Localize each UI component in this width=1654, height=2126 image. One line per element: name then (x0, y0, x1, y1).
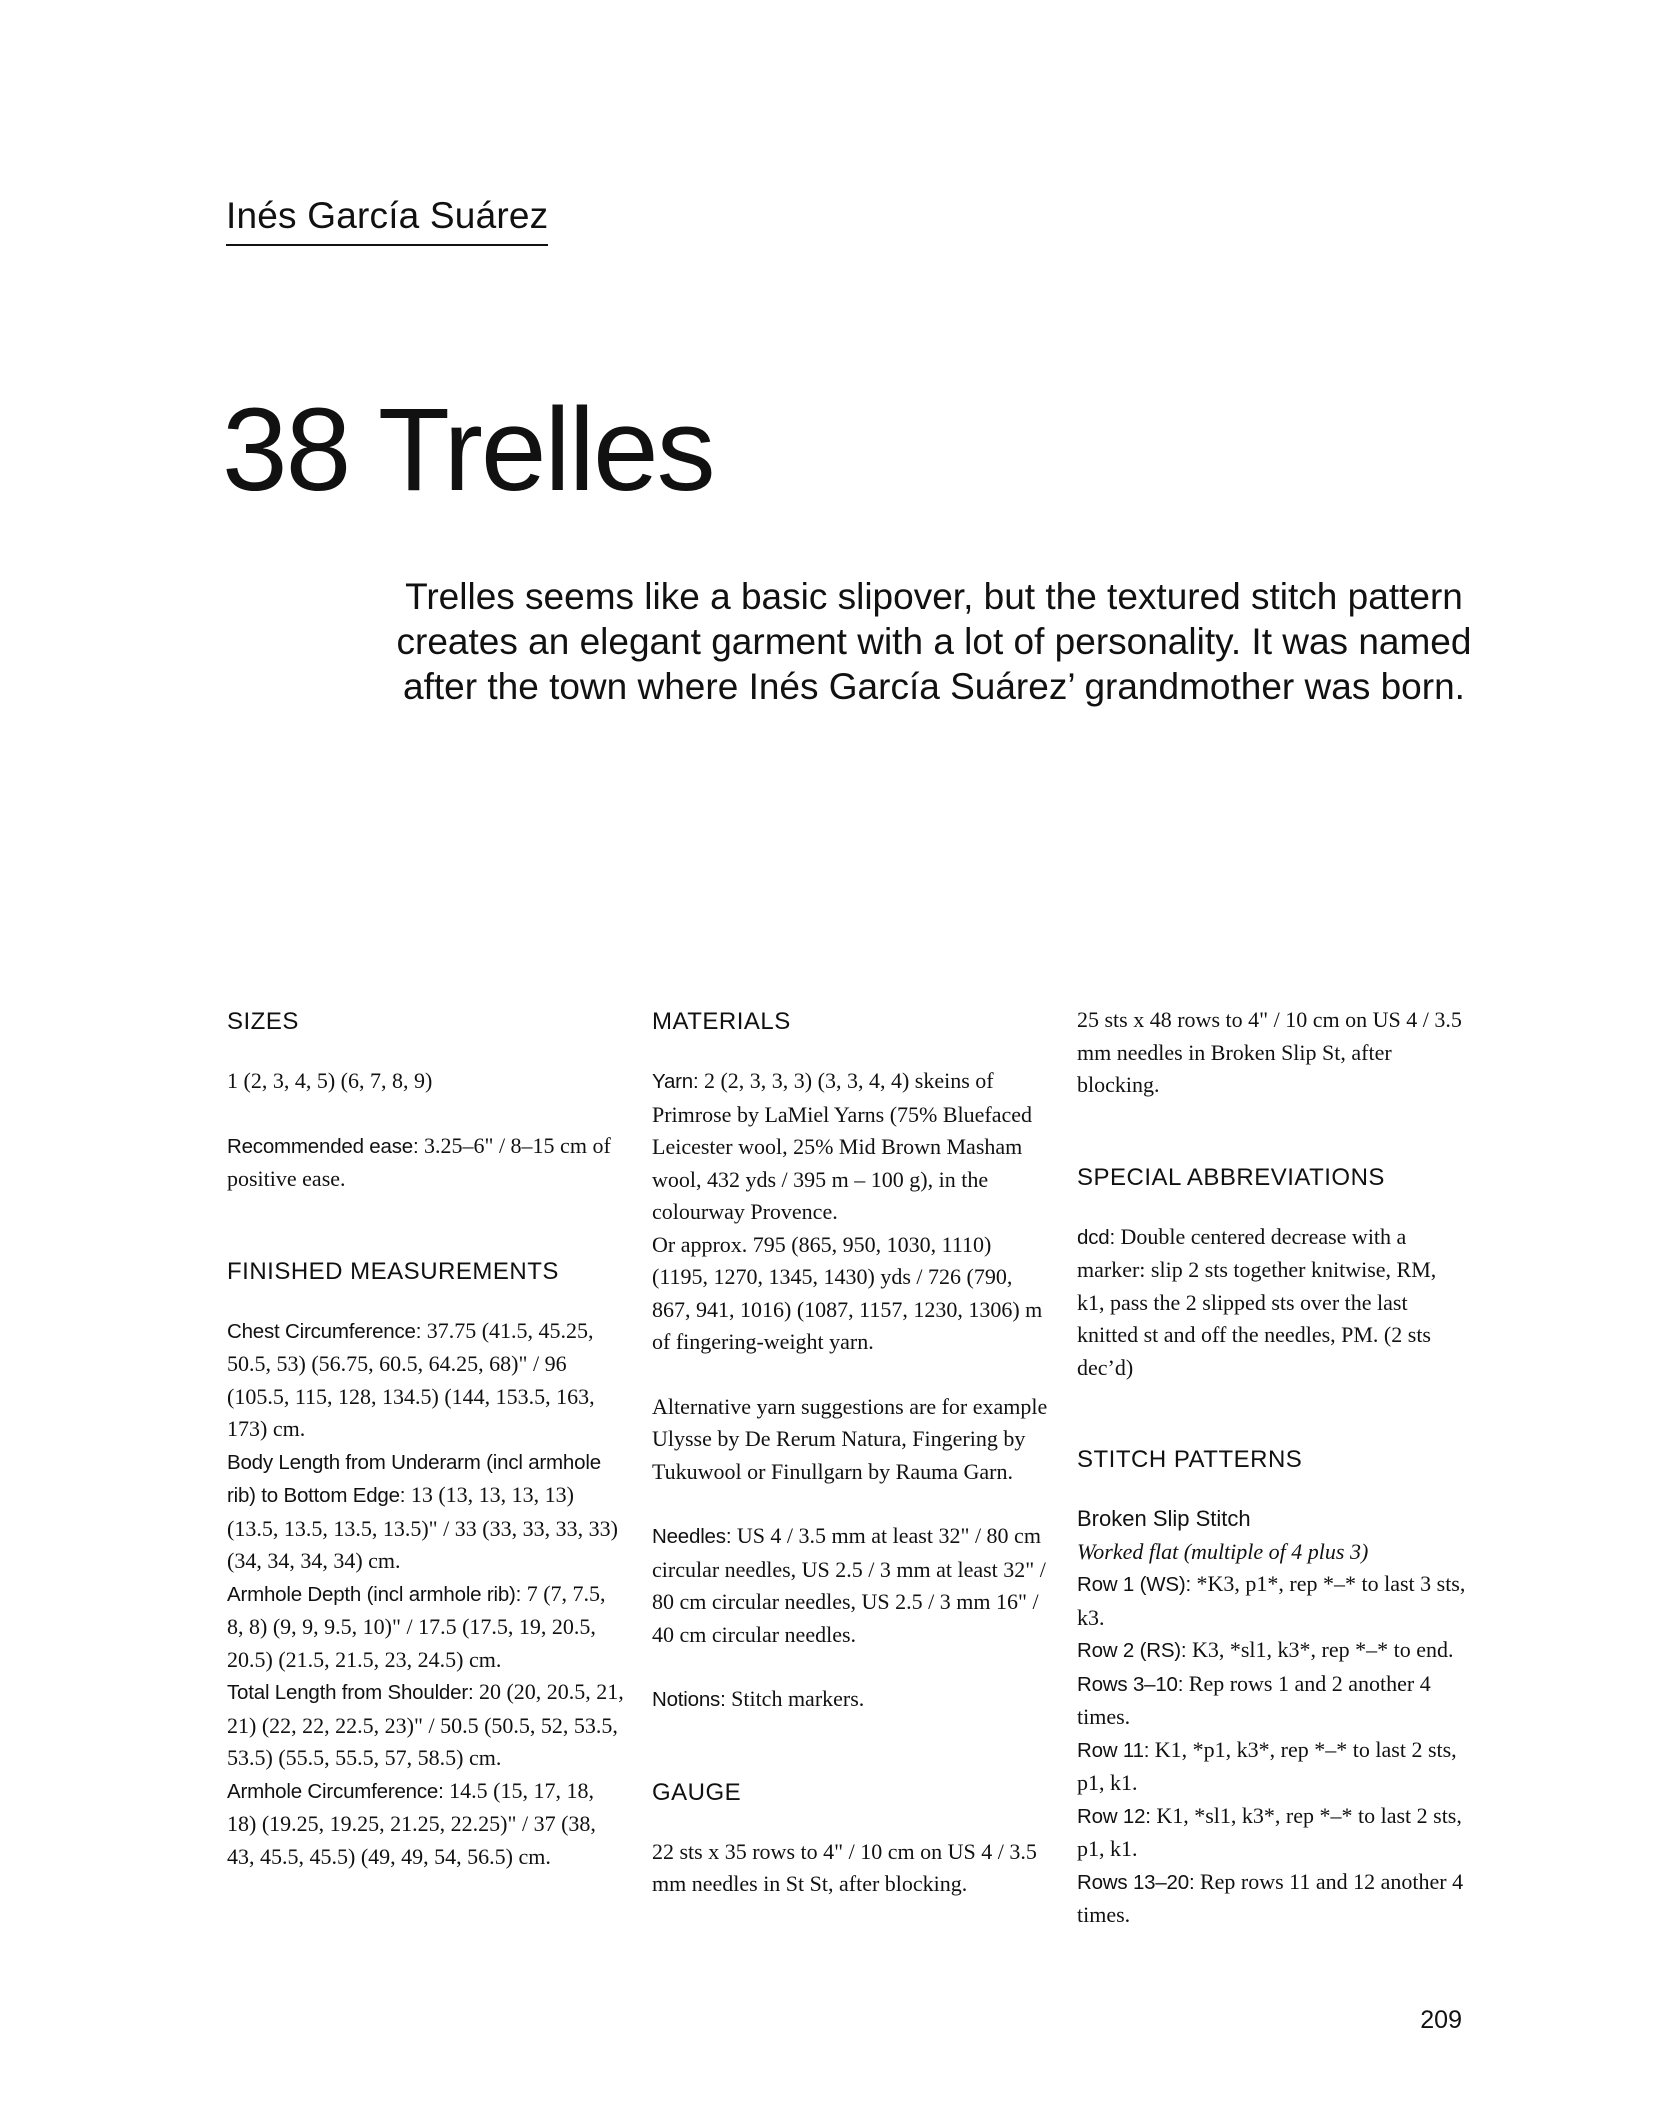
measurement-item (227, 1578, 625, 1677)
notions-text: Stitch markers. (731, 1686, 865, 1711)
measurement-item (227, 1676, 625, 1775)
materials-heading: MATERIALS (652, 1008, 791, 1035)
notions-label: Notions: (652, 1688, 726, 1711)
stitch-row (1077, 1866, 1469, 1932)
abbreviation-label: dcd: (1077, 1225, 1115, 1249)
needles-info (652, 1520, 1050, 1651)
measurement-label: Armhole Circumference: (227, 1779, 444, 1803)
measurement-text: 13 (13, 13, 13, 13) (13.5, 13.5, 13.5, 13.5)" / 33 (33, 33, 33, 33) (34, 34, 34, 34) cm. (227, 1482, 618, 1573)
stitch-row (1077, 1734, 1469, 1800)
finished-measurements-heading: FINISHED MEASUREMENTS (227, 1257, 559, 1285)
stitch-row (1077, 1800, 1469, 1866)
yarn-alternatives: Alternative yarn suggestions are for example Ulysse by De Rerum Natura, Fingering by Tukuwool or Finullgarn by Rauma Garn. (652, 1393, 1048, 1484)
author-name: Inés García Suárez (226, 192, 548, 246)
sizes-values: 1 (2, 3, 4, 5) (6, 7, 8, 9) (227, 1068, 433, 1093)
yarn-approx: Or approx. 795 (865, 950, 1030, 1110) (1195, 1270, 1345, 1430) yds / 726 (790, 867, 941, 1016) (1087, 1157, 1230, 1306) m of fingering-weight yarn. (652, 1231, 1043, 1354)
needles-label: Needles: (652, 1525, 732, 1548)
row-text: Rep rows 11 and 12 another 4 times. (1077, 1868, 1464, 1927)
row-text: K1, *sl1, k3*, rep *–* to last 2 sts, p1, k1. (1077, 1802, 1462, 1861)
measurement-label: Armhole Depth (incl armhole rib): (227, 1582, 522, 1606)
abbreviation-text: Double centered decrease with a marker: slip 2 sts together knitwise, RM, k1, pass the 2 slipped sts over the last knitted st and off the needles, PM. (2 sts dec’d) (1077, 1223, 1437, 1380)
notions-info (652, 1683, 1050, 1717)
row-label: Row 12: (1077, 1804, 1151, 1828)
row-label: Rows 13–20: (1077, 1870, 1195, 1894)
intro-paragraph: Trelles seems like a basic slipover, but the textured stitch pattern creates an elegant garment with a lot of personality. It was named after the town where Inés García Suárez’ grandmother was born. (396, 576, 1472, 707)
measurement-label: Body Length from Underarm (incl armhole rib) to Bottom Edge: (227, 1450, 601, 1507)
measurement-item (227, 1315, 625, 1446)
stitch-row (1077, 1568, 1469, 1634)
page-title: 38 Trelles (222, 384, 714, 516)
column-abbreviations-stitches (1077, 1004, 1469, 1932)
gauge-heading: GAUGE (652, 1778, 742, 1806)
needles-text: US 4 / 3.5 mm at least 32" / 80 cm circular needles, US 2.5 / 3 mm at least 32" / 80 cm circular needles, US 2.5 / 3 mm 16" / 40 cm circular needles. (652, 1523, 1046, 1647)
column-materials-gauge (652, 1006, 1050, 1901)
ease-label: Recommended ease: (227, 1134, 419, 1158)
column-sizes-measurements (227, 1006, 625, 1873)
stitch-note: Worked flat (multiple of 4 plus 3) (1077, 1538, 1369, 1564)
row-label: Row 11: (1077, 1738, 1150, 1762)
stitch-row (1077, 1668, 1469, 1734)
measurement-text: 20 (20, 20.5, 21, 21) (22, 22, 22.5, 23)" / 50.5 (50.5, 52, 53.5, 53.5) (55.5, 55.5, 57, 58.5) cm. (227, 1679, 624, 1770)
measurement-item (227, 1446, 625, 1578)
measurement-text: 7 (7, 7.5, 8, 8) (9, 9, 9.5, 10)" / 17.5 (17.5, 19, 20.5, 20.5) (21.5, 21.5, 23, 24.5) cm. (227, 1580, 606, 1672)
yarn-info (652, 1065, 1050, 1229)
recommended-ease (227, 1130, 625, 1196)
row-text: K3, *sl1, k3*, rep *–* to end. (1191, 1637, 1454, 1662)
stitch-patterns-heading: STITCH PATTERNS (1077, 1446, 1303, 1473)
measurement-text: 37.75 (41.5, 45.25, 50.5, 53) (56.75, 60.5, 64.25, 68)" / 96 (105.5, 115, 128, 134.5) (144, 153.5, 163, 173) cm. (227, 1317, 595, 1441)
abbreviation-dcd (1077, 1221, 1469, 1385)
gauge-broken-slip: 25 sts x 48 rows to 4" / 10 cm on US 4 / 3.5 mm needles in Broken Slip St, after blocking. (1077, 1007, 1462, 1097)
measurement-item (227, 1775, 625, 1874)
ease-text: 3.25–6" / 8–15 cm of positive ease. (227, 1132, 611, 1191)
measurement-label: Chest Circumference: (227, 1319, 422, 1343)
yarn-label: Yarn: (652, 1070, 699, 1093)
measurement-label: Total Length from Shoulder: (227, 1681, 474, 1704)
measurement-text: 14.5 (15, 17, 18, 18) (19.25, 19.25, 21.25, 22.25)" / 37 (38, 43, 45.5, 45.5) (49, 49, 54, 56.5) cm. (227, 1777, 596, 1869)
row-label: Row 2 (RS): (1077, 1639, 1187, 1662)
row-label: Row 1 (WS): (1077, 1573, 1191, 1596)
page-number: 209 (1420, 2006, 1462, 2034)
row-text: *K3, p1*, rep *–* to last 3 sts, k3. (1077, 1571, 1466, 1630)
row-label: Rows 3–10: (1077, 1672, 1184, 1696)
special-abbreviations-heading: SPECIAL ABBREVIATIONS (1077, 1163, 1385, 1191)
stitch-row (1077, 1634, 1469, 1668)
row-text: Rep rows 1 and 2 another 4 times. (1077, 1670, 1431, 1729)
sizes-heading: SIZES (227, 1008, 299, 1035)
gauge-stockinette: 22 sts x 35 rows to 4" / 10 cm on US 4 / 3.5 mm needles in St St, after blocking. (652, 1838, 1037, 1896)
row-text: K1, *p1, k3*, rep *–* to last 2 sts, p1, k1. (1077, 1736, 1457, 1795)
stitch-subheading: Broken Slip Stitch (1077, 1506, 1251, 1531)
yarn-text: 2 (2, 3, 3, 3) (3, 3, 4, 4) skeins of Primrose by LaMiel Yarns (75% Bluefaced Leicester wool, 25% Mid Brown Masham wool, 432 yds / 395 m – 100 g), in the colourway Provence. (652, 1068, 1033, 1224)
